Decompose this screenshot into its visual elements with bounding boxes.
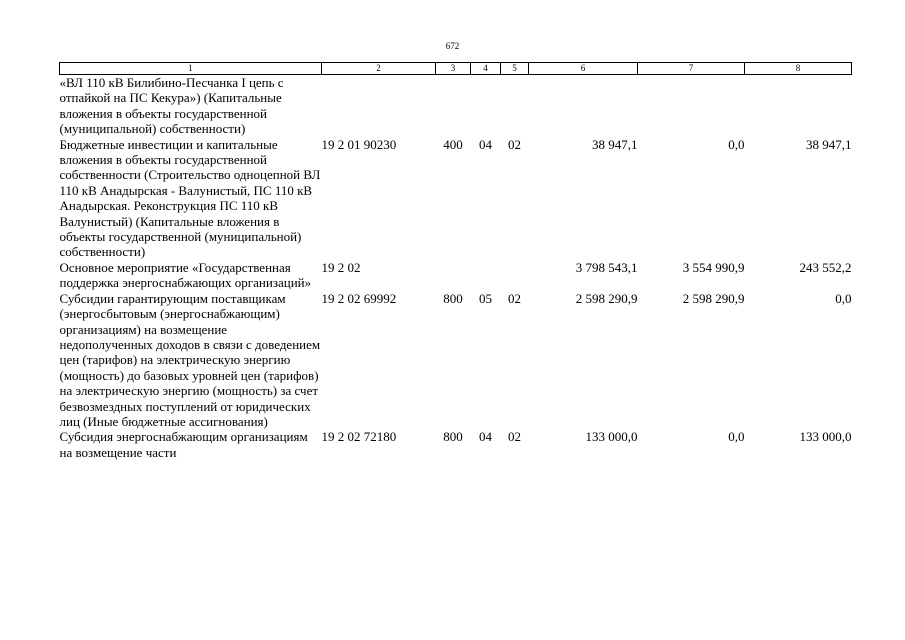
row-amount-col8: 0,0 bbox=[835, 290, 852, 306]
column-header: 3 bbox=[436, 63, 471, 75]
row-subsection: 02 bbox=[508, 290, 521, 306]
row-name: Бюджетные инвестиции и капитальные вложения в объекты государственной собственности (Строительство одноцепной ВЛ 110 кВ Анадырская - Валунистый, ПС 110 кВ Анадырская. Реконструкция ПС 110 кВ Валунистый) (Капитальные вложения в объекты государственной (муниципальной) собственности) bbox=[59, 136, 321, 260]
row-subsection bbox=[501, 260, 529, 291]
row-subsection bbox=[501, 75, 529, 137]
row-amount-col7: 0,0 bbox=[728, 429, 745, 445]
row-code: 19 2 02 bbox=[321, 259, 361, 275]
table-row bbox=[60, 260, 852, 291]
row-amount-col7: 2 598 290,9 bbox=[682, 290, 745, 306]
row-subsection: 02 bbox=[508, 429, 521, 445]
row-code: 19 2 01 90230 bbox=[321, 136, 397, 152]
column-header: 5 bbox=[501, 63, 529, 75]
row-amount-col8: 38 947,1 bbox=[806, 136, 852, 152]
column-header: 6 bbox=[529, 63, 638, 75]
table-row bbox=[60, 429, 852, 460]
table-row bbox=[60, 291, 852, 430]
row-expense-type bbox=[436, 75, 471, 137]
table-row bbox=[60, 75, 852, 137]
column-header: 1 bbox=[60, 63, 322, 75]
row-amount-col6: 2 598 290,9 bbox=[575, 290, 638, 306]
row-expense-type: 800 bbox=[443, 429, 463, 445]
row-section: 05 bbox=[479, 290, 492, 306]
row-section: 04 bbox=[479, 429, 492, 445]
row-name: «ВЛ 110 кВ Билибино-Песчанка I цепь с отпайкой на ПС Кекура») (Капитальные вложения в объекты государственной (муниципальной) собственности) bbox=[59, 75, 284, 137]
column-header: 8 bbox=[745, 63, 852, 75]
row-amount-col8 bbox=[745, 75, 852, 137]
row-amount-col7: 0,0 bbox=[728, 136, 745, 152]
row-amount-col6: 133 000,0 bbox=[585, 429, 638, 445]
row-amount-col7 bbox=[638, 75, 745, 137]
table-row bbox=[60, 137, 852, 260]
row-amount-col6: 38 947,1 bbox=[592, 136, 638, 152]
page-number: 672 bbox=[445, 41, 460, 51]
row-code bbox=[322, 75, 436, 137]
column-header: 2 bbox=[322, 63, 436, 75]
row-amount-col8: 133 000,0 bbox=[799, 429, 852, 445]
row-expense-type bbox=[436, 260, 471, 291]
column-header: 7 bbox=[638, 63, 745, 75]
row-expense-type: 400 bbox=[443, 136, 463, 152]
row-amount-col8: 243 552,2 bbox=[799, 259, 852, 275]
row-amount-col6: 3 798 543,1 bbox=[575, 259, 638, 275]
row-section bbox=[471, 260, 501, 291]
row-amount-col6 bbox=[529, 75, 638, 137]
row-amount-col7: 3 554 990,9 bbox=[682, 259, 745, 275]
column-number-row bbox=[60, 63, 852, 75]
budget-table bbox=[59, 62, 852, 460]
row-code: 19 2 02 72180 bbox=[321, 429, 397, 445]
row-expense-type: 800 bbox=[443, 290, 463, 306]
row-name: Основное мероприятие «Государственная поддержка энергоснабжающих организаций» bbox=[59, 259, 312, 291]
row-code: 19 2 02 69992 bbox=[321, 290, 397, 306]
row-section bbox=[471, 75, 501, 137]
row-name: Субсидия энергоснабжающим организациям на возмещение части bbox=[59, 429, 308, 460]
row-section: 04 bbox=[479, 136, 492, 152]
row-name: Субсидии гарантирующим поставщикам (энергосбытовым (энергоснабжающим) организациям) на возмещение недополученных доходов в связи с доведением цен (тарифов) на электрическую энергию (мощность) до базовых уровней цен (тарифов) на электрическую энергию (мощность) за счет безвозмездных поступлений от юридических лиц (Иные бюджетные ассигнования) bbox=[59, 290, 321, 429]
column-header: 4 bbox=[471, 63, 501, 75]
row-subsection: 02 bbox=[508, 136, 521, 152]
